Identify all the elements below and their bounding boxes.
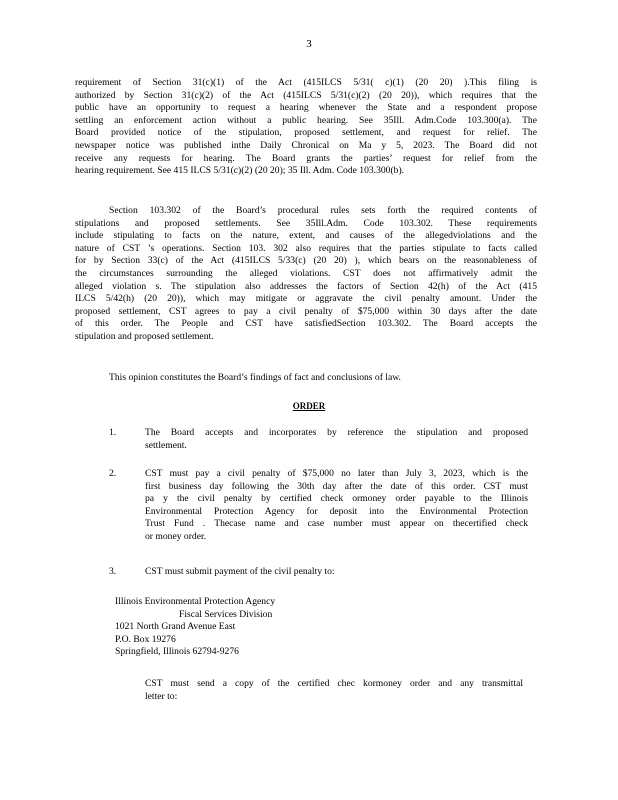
text-line: of this order. The People and CST have satisfiedSection 103.302. The Board accepts the	[75, 318, 537, 330]
text-line: receive any requests for hearing. The Board grants the parties’ request for relief from the	[75, 152, 537, 164]
text-line: settlement.	[145, 439, 187, 451]
address-line: Illinois Environmental Protection Agency	[115, 596, 276, 607]
text-line: public have an opportunity to request a hearing whenever the State and a respondent propose	[75, 102, 537, 114]
text-line: stipulations and proposed settlements. See 35Ill.Adm. Code 103.302. These requirements	[75, 217, 537, 229]
text-line: ILCS 5/42(h) (20 20)), which may mitigate or aggravate the civil penalty amount. Under the	[75, 293, 537, 305]
text-line: CST must send a copy of the certified chec kormoney order and any transmittal	[145, 678, 523, 689]
text-line: stipulation and proposed settlement.	[75, 330, 214, 342]
text-line: CST must submit payment of the civil penalty to:	[145, 566, 335, 577]
text-line: for by Section 33(c) of the Act (415ILCS 5/33(c) (20 20) ), which bears on the reasonableness of	[75, 255, 537, 267]
order-heading-text: ORDER	[292, 401, 326, 411]
order-item-text	[145, 566, 528, 579]
payment-address	[115, 596, 275, 659]
address-line: P.O. Box 19276	[115, 633, 176, 645]
page-number: 3	[306, 38, 312, 50]
text-line: authorized by Section 31(c)(2) of the Act (415ILCS 5/31(c)(2) (20 20)), which requires that the	[75, 89, 537, 101]
text-line: include stipulating to facts on the nature, extent, and causes of the allegedviolations and the	[75, 230, 537, 242]
address-line: Springfield, Illinois 62794-9276	[115, 646, 239, 658]
text-line: newspaper notice was published inthe Daily Chronical on Ma y 5, 2023. The Board did not	[75, 139, 537, 151]
text-line: The Board accepts and incorporates by reference the stipulation and proposed	[145, 427, 528, 438]
text-line: or money order.	[145, 530, 207, 542]
text-line: Trust Fund . Thecase name and case number must appear on thecertified check	[145, 518, 528, 530]
order-item-number: 2.	[109, 468, 117, 479]
text-line: letter to:	[145, 690, 178, 702]
address-line: 1021 North Grand Avenue East	[115, 621, 236, 633]
text-line: requirement of Section 31(c)(1) of the Act (415ILCS 5/31( c)(1) (20 20) ).This filing is	[75, 77, 537, 88]
text-line: proposed settlement, CST agrees to pay a civil penalty of $75,000 within 30 days after the date	[75, 305, 537, 317]
text-line: settling an enforcement action without a public hearing. See 35Ill. Adm.Code 103.300(a). The	[75, 114, 537, 126]
text-line: nature of CST ’s operations. Section 103. 302 also requires that the parties stipulate to facts called	[75, 242, 537, 254]
paragraph-public-hearing	[75, 77, 537, 178]
text-line: the circumstances surrounding the alleged violations. CST does not affirmatively admit the	[75, 267, 537, 279]
address-line: Fiscal Services Division	[179, 608, 273, 620]
order-item-number: 1.	[109, 427, 117, 438]
order-item-text	[145, 468, 528, 544]
transmittal-instruction	[145, 678, 523, 703]
text-line: CST must pay a civil penalty of $75,000 no later than July 3, 2023, which is the	[145, 468, 528, 479]
text-line: Board provided notice of the stipulation, proposed settlement, and request for relief. The	[75, 127, 537, 139]
order-heading	[0, 401, 618, 411]
paragraph-section-103-302	[75, 205, 537, 344]
text-line: Section 103.302 of the Board’s procedural rules sets forth the required contents of	[109, 205, 537, 216]
order-item-number: 3.	[109, 566, 117, 577]
text-line: hearing requirement. See 415 ILCS 5/31(c)(2) (20 20); 35 Ill. Adm. Code 103.300(b).	[75, 165, 405, 177]
text-line: first business day following the 30th day after the date of this order. CST must	[145, 480, 528, 492]
text-line: pa y the civil penalty by certified check ormoney order payable to the Illinois	[145, 493, 528, 505]
order-item-text	[145, 427, 528, 452]
text-line: alleged violation s. The stipulation also addresses the factors of Section 42(h) of the Act (415	[75, 280, 537, 292]
opinion-statement: This opinion constitutes the Board’s findings of fact and conclusions of law.	[109, 372, 401, 383]
text-line: Environmental Protection Agency for deposit into the Environmental Protection	[145, 505, 528, 517]
